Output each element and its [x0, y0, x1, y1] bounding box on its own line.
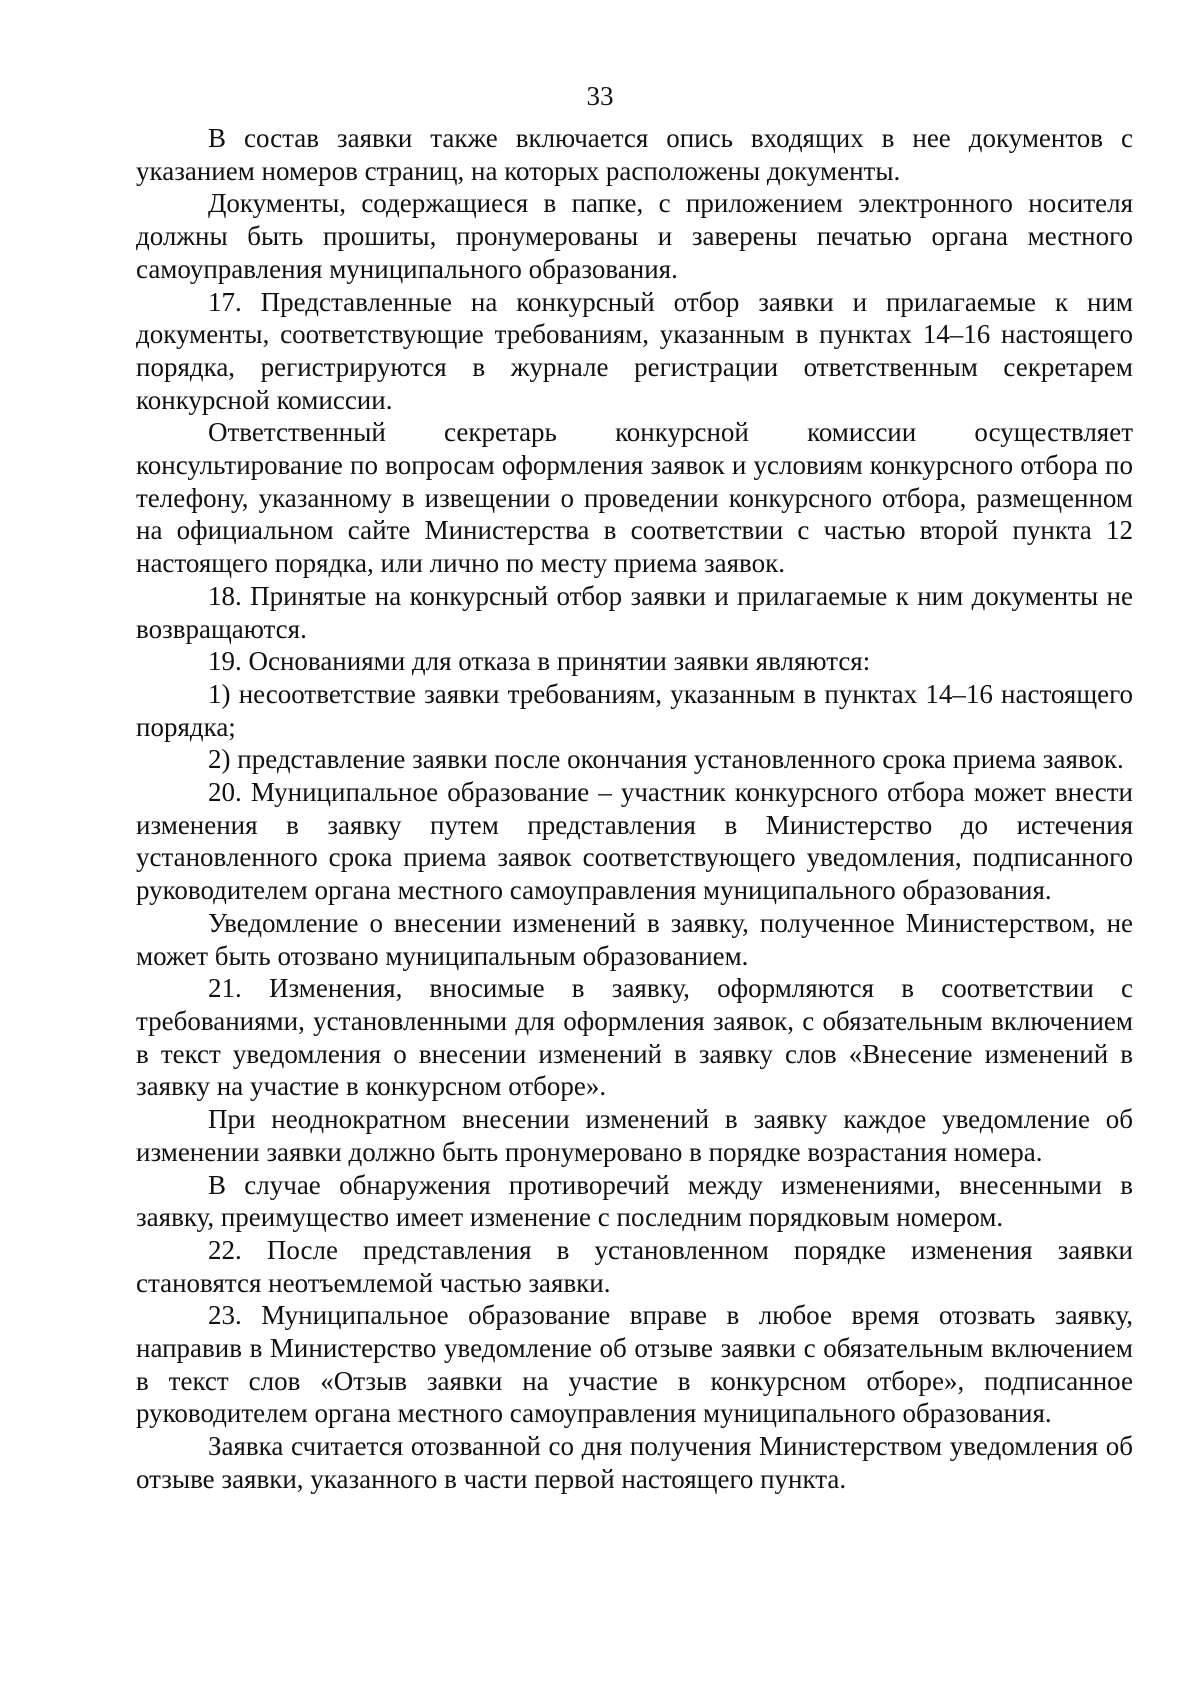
paragraph: Уведомление о внесении изменений в заявку, полученное Министерством, не может быть отозвано муниципальным образованием. — [136, 907, 1133, 971]
paragraph: Документы, содержащиеся в папке, с приложением электронного носителя должны быть прошиты, пронумерованы и заверены печатью органа местного самоуправления муниципального образования. — [136, 188, 1133, 284]
paragraph: 17. Представленные на конкурсный отбор заявки и прилагаемые к ним документы, соответствующие требованиям, указанным в пунктах 14–16 настоящего порядка, регистрируются в журнале регистрации ответственным секретарем конкурсной комиссии. — [136, 286, 1133, 415]
paragraph: 23. Муниципальное образование вправе в любое время отозвать заявку, направив в Министерство уведомление об отзыве заявки с обязательным включением в текст слов «Отзыв заявки на участие в конкурсном отборе», подписанное руководителем органа местного самоуправления муниципального образования. — [136, 1300, 1133, 1429]
paragraph: Ответственный секретарь конкурсной комиссии осуществляет консультирование по вопросам оформления заявок и условиям конкурсного отбора по телефону, указанному в извещении о проведении конкурсного отбора, размещенном на официальном сайте Министерства в соответствии с частью второй пункта 12 настоящего порядка, или лично по месту приема заявок. — [136, 417, 1133, 579]
paragraph: 2) представление заявки после окончания установленного срока приема заявок. — [208, 744, 1124, 775]
paragraph: 18. Принятые на конкурсный отбор заявки и прилагаемые к ним документы не возвращаются. — [136, 580, 1133, 644]
paragraph: При неоднократном внесении изменений в заявку каждое уведомление об изменении заявки должно быть пронумеровано в порядке возрастания номера. — [136, 1104, 1133, 1167]
page-number: 33 — [586, 81, 614, 111]
paragraph: 19. Основаниями для отказа в принятии заявки являются: — [208, 646, 871, 677]
paragraph: 20. Муниципальное образование – участник конкурсного отбора может внести изменения в заявку путем представления в Министерство до истечения установленного срока приема заявок соответствующего уведомления, подписанного руководителем органа местного самоуправления муниципального образования. — [136, 777, 1133, 906]
paragraph: Заявка считается отозванной со дня получения Министерством уведомления об отзыве заявки, указанного в части первой настоящего пункта. — [136, 1431, 1133, 1494]
paragraph: В состав заявки также включается опись входящих в нее документов с указанием номеров страниц, на которых расположены документы. — [136, 123, 1133, 186]
paragraph: В случае обнаружения противоречий между изменениями, внесенными в заявку, преимущество имеет изменение с последним порядковым номером. — [136, 1169, 1133, 1233]
paragraph: 21. Изменения, вносимые в заявку, оформляются в соответствии с требованиями, установленными для оформления заявок, с обязательным включением в текст уведомления о внесении изменений в заявку слов «Внесение изменений в заявку на участие в конкурсном отборе». — [136, 973, 1133, 1102]
paragraph: 22. После представления в установленном порядке изменения заявки становятся неотъемлемой частью заявки. — [136, 1234, 1133, 1298]
paragraph: 1) несоответствие заявки требованиям, указанным в пунктах 14–16 настоящего порядка; — [136, 678, 1133, 742]
document-body — [136, 122, 1133, 1496]
